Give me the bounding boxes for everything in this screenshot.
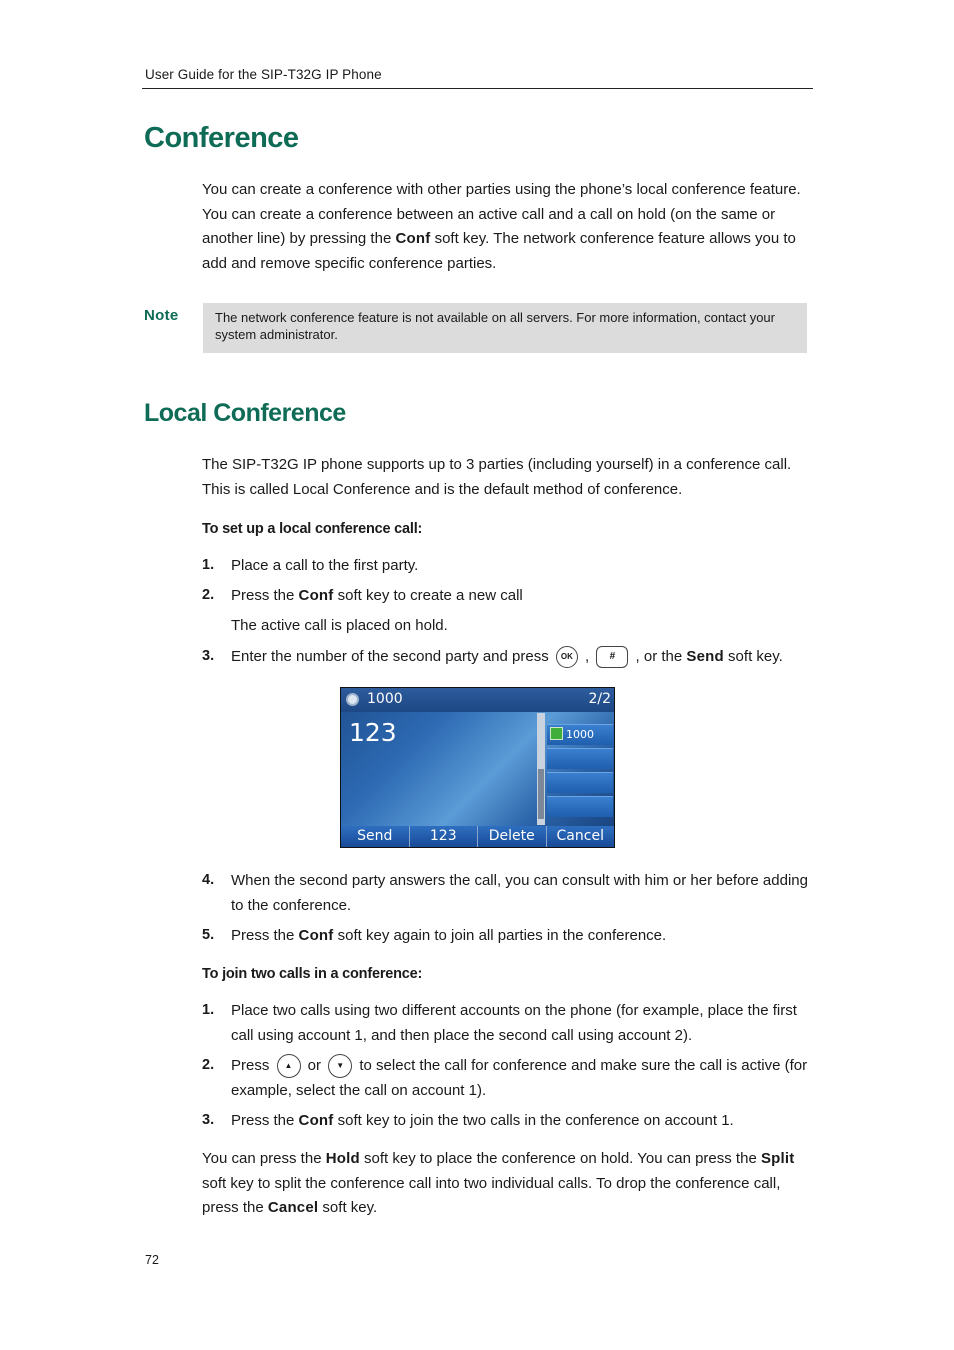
step-subtext: The active call is placed on hold. [231,617,448,634]
note-text: The network conference feature is not available on all servers. For more information, contact your system administrator. [215,310,775,342]
header-rule [142,88,813,89]
phone-page-indicator: 2/2 [588,691,611,707]
phone-scrollbar [537,713,545,825]
phone-line-key [547,796,613,817]
phone-softkey: Delete [478,826,547,847]
phone-account: 1000 [367,691,403,707]
step-text: Place a call to the first party. [231,557,419,574]
conference-outro: You can press the Hold soft key to place the conference on hold. You can press the Split soft key to split the conference call into two individual calls. To drop the conference call, press the Cancel soft key. [202,1150,795,1216]
header-title: User Guide for the SIP-T32G IP Phone [145,67,382,82]
step-number: 3. [202,648,215,664]
step-text: Enter the number of the second party and press OK , # , or the Send soft key. [231,644,821,669]
hash-key-icon: # [596,646,628,668]
ok-key-icon: OK [556,646,578,668]
phone-line-key [547,748,613,769]
join-heading: To join two calls in a conference: [202,966,423,982]
phone-line-key [547,772,613,793]
conference-intro: You can create a conference with other parties using the phone’s local conference feature. You can create a conference between an active call and a call on hold (on the same or another line) by pressing the Conf soft key. The network conference feature allows you to add and remove specific conference parties. [202,181,801,272]
step-number: 2. [202,1057,215,1073]
step-text: Press the Conf soft key to create a new call [231,587,523,604]
phone-softkey-bar [341,826,614,847]
setup-heading: To set up a local conference call: [202,521,423,537]
phone-line-key: 1000 [547,724,613,745]
step-number: 3. [202,1112,215,1128]
phone-softkey: Cancel [547,826,615,847]
note-box [203,303,807,353]
step-number: 5. [202,927,215,943]
page-number: 72 [145,1253,159,1267]
up-arrow-key-icon: ▲ [277,1054,301,1078]
phone-handset-icon [550,727,563,740]
step-number: 4. [202,872,215,888]
step-text: When the second party answers the call, you can consult with him or her before adding to the conference. [231,872,808,914]
phone-softkey: 123 [410,826,479,847]
step-number: 1. [202,557,215,573]
phone-status-bar [341,688,614,712]
phone-dialed-digits: 123 [349,718,397,747]
account-status-icon [346,693,359,706]
phone-screen-image [340,687,615,848]
step-text: Press the Conf soft key to join the two calls in the conference on account 1. [231,1112,734,1129]
phone-scrollbar-thumb [538,769,544,819]
step-number: 2. [202,587,215,603]
conf-softkey-label: Conf [395,230,431,247]
subsection-title: Local Conference [144,399,346,427]
phone-line-keys [547,724,613,820]
local-intro: The SIP-T32G IP phone supports up to 3 parties (including yourself) in a conference call. This is called Local Conference and is the default method of conference. [202,456,792,498]
section-title: Conference [144,122,299,154]
step-text: Press the Conf soft key again to join all parties in the conference. [231,927,667,944]
down-arrow-key-icon: ▼ [328,1054,352,1078]
note-label: Note [144,307,179,324]
phone-softkey: Send [341,826,410,847]
step-text: Press ▲ or ▼ to select the call for conference and make sure the call is active (for example, select the call on account 1). [231,1053,821,1103]
step-text: Place two calls using two different accounts on the phone (for example, place the first call using account 1, and then place the second call using account 2). [231,1002,797,1044]
step-number: 1. [202,1002,215,1018]
